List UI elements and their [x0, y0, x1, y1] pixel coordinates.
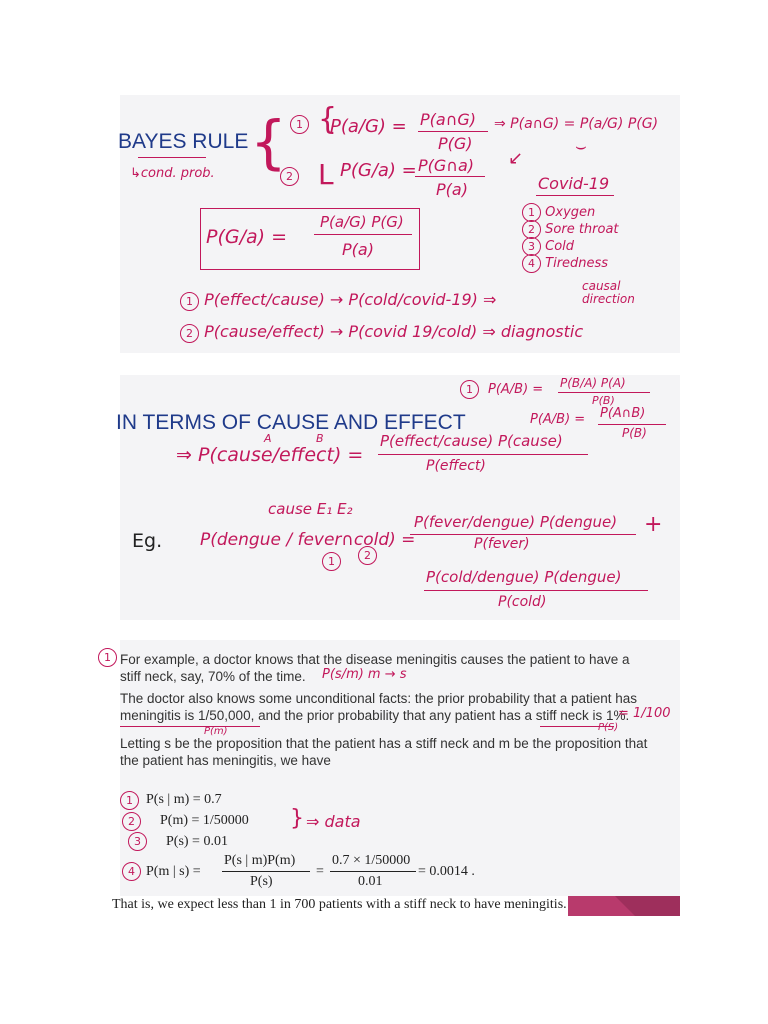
equation-4-num-2: 0.7 × 1/50000 [332, 853, 411, 868]
cause-events-label: cause E₁ E₂ [268, 500, 353, 518]
equation-4-frac-line-1 [222, 871, 310, 872]
recap-1-number: 1 [460, 380, 479, 399]
data-brace: } [290, 806, 304, 831]
recap-1-den: P(B) [592, 394, 615, 407]
example-mark-2: 2 [358, 546, 377, 565]
bayes-rule-title: BAYES RULE [118, 130, 249, 153]
eq1-den: P(G) [438, 134, 473, 153]
paragraph-mark-1: 1 [98, 648, 117, 667]
equation-4-lhs: P(m | s) = [146, 864, 201, 879]
plus-sign: + [644, 512, 663, 537]
eq2-number: 2 [280, 165, 299, 186]
equation-mark-3: 3 [128, 832, 147, 851]
boxed-num: P(a/G) P(G) [320, 213, 404, 231]
equation-4-den-2: 0.01 [358, 874, 383, 889]
equation-2: P(m) = 1/50000 [160, 813, 249, 828]
recap-2-num: P(A∩B) [600, 406, 646, 421]
example-lhs: P(dengue / fever∩cold) = [200, 530, 416, 550]
eq2-den: P(a) [436, 180, 468, 199]
example-frac-line-1 [410, 534, 636, 535]
equation-4-den-1: P(s) [250, 874, 273, 889]
label-b: B [316, 432, 324, 445]
back-arrow: ↙ [508, 148, 524, 169]
equation-4-frac-line-2 [330, 871, 416, 872]
eq1-rhs: ⇒ P(a∩G) = P(a/G) P(G) [494, 116, 659, 132]
covid-title: Covid-19 [538, 174, 610, 193]
eq2-bracket: L [318, 158, 334, 191]
example-label: Eg. [132, 530, 163, 552]
recap-1-num: P(B/A) P(A) [560, 376, 626, 390]
paragraph-1-line-1: For example, a doctor knows that the disease meningitis causes the patient to have a [120, 652, 630, 667]
example-num-1: P(fever/dengue) P(dengue) [414, 513, 618, 531]
paragraph-2-line-1: The doctor also knows some unconditional facts: the prior probability that a patient has [120, 691, 638, 706]
main-den: P(effect) [426, 458, 486, 474]
title-underline [138, 157, 206, 158]
example-den-1: P(fever) [474, 536, 530, 552]
diagnostic-line: 2 P(cause/effect) → P(covid 19/cold) ⇒ diagnostic [180, 322, 583, 343]
equation-mark-1: 1 [120, 791, 139, 810]
eq1-lhs: P(a/G) = [330, 116, 407, 137]
example-frac-line-2 [424, 590, 648, 591]
paragraph-3-line-1: Letting s be the proposition that the patient has a stiff neck and m be the proposition that [120, 736, 648, 751]
main-frac-line [378, 454, 588, 455]
recap-2-frac-line [598, 424, 666, 425]
ps-given-m-note: P(s/m) m → s [322, 667, 407, 682]
equation-4-num-1: P(s | m)P(m) [224, 853, 296, 868]
example-num-2: P(cold/dengue) P(dengue) [426, 568, 622, 586]
causal-line: 1 P(effect/cause) → P(cold/covid-19) ⇒ [180, 290, 496, 311]
pm-note: P(m) [204, 726, 228, 737]
covid-underline [536, 195, 614, 196]
underline-meningitis-prior [120, 726, 260, 727]
equation-4-eq: = [316, 864, 324, 879]
equation-4-result: = 0.0014 . [418, 864, 475, 879]
eq2-num: P(G∩a) [418, 156, 475, 175]
underbrace: ⌣ [575, 136, 587, 157]
eq2-frac-line [415, 176, 485, 177]
cond-prob-note: ↳cond. prob. [130, 166, 215, 181]
equation-3: P(s) = 0.01 [166, 834, 228, 849]
causal-direction-tag: causal direction [582, 279, 635, 306]
main-lhs: ⇒ P(cause/effect) = [176, 444, 364, 466]
boxed-lhs: P(G/a) = [206, 226, 288, 248]
example-mark-1: 1 [322, 552, 341, 571]
paragraph-1-line-2: stiff neck, say, 70% of the time. [120, 669, 306, 684]
recap-2-den: P(B) [622, 426, 647, 440]
covid-item-2: 2 Sore throat [522, 220, 619, 239]
data-note: ⇒ data [306, 812, 361, 831]
example-den-2: P(cold) [498, 594, 547, 610]
boxed-frac-line [314, 234, 412, 235]
eq1-number: 1 [290, 113, 309, 134]
recap-1-frac-line [558, 392, 650, 393]
covid-item-3: 3 Cold [522, 237, 574, 256]
eq1-num: P(a∩G) [420, 110, 477, 129]
equation-mark-4: 4 [122, 862, 141, 881]
boxed-den: P(a) [342, 240, 374, 259]
equation-mark-2: 2 [122, 812, 141, 831]
one-percent-note: = 1/100 [618, 706, 671, 721]
eq1-frac-line [418, 131, 488, 132]
paragraph-3-line-2: the patient has meningitis, we have [120, 753, 331, 768]
covid-item-4: 4 Tiredness [522, 254, 608, 273]
equation-1: P(s | m) = 0.7 [146, 792, 222, 807]
ps-note: P(S) [598, 722, 619, 733]
paragraph-2-line-2: meningitis is 1/50,000, and the prior probability that any patient has a stiff neck is 1%. [120, 708, 630, 723]
recap-1-lhs: P(A/B) = [488, 382, 544, 397]
cause-effect-title: IN TERMS OF CAUSE AND EFFECT [116, 411, 466, 434]
eq2-lhs: P(G/a) = [340, 160, 417, 181]
recap-2-lhs: P(A/B) = [530, 412, 586, 427]
main-num: P(effect/cause) P(cause) [380, 432, 563, 450]
label-a: A [264, 432, 272, 445]
conclusion-text: That is, we expect less than 1 in 700 patients with a stiff neck to have meningitis. [112, 897, 567, 912]
eq-brace: { [318, 102, 338, 137]
covid-item-1: 1 Oxygen [522, 203, 595, 222]
left-brace: { [250, 108, 287, 176]
